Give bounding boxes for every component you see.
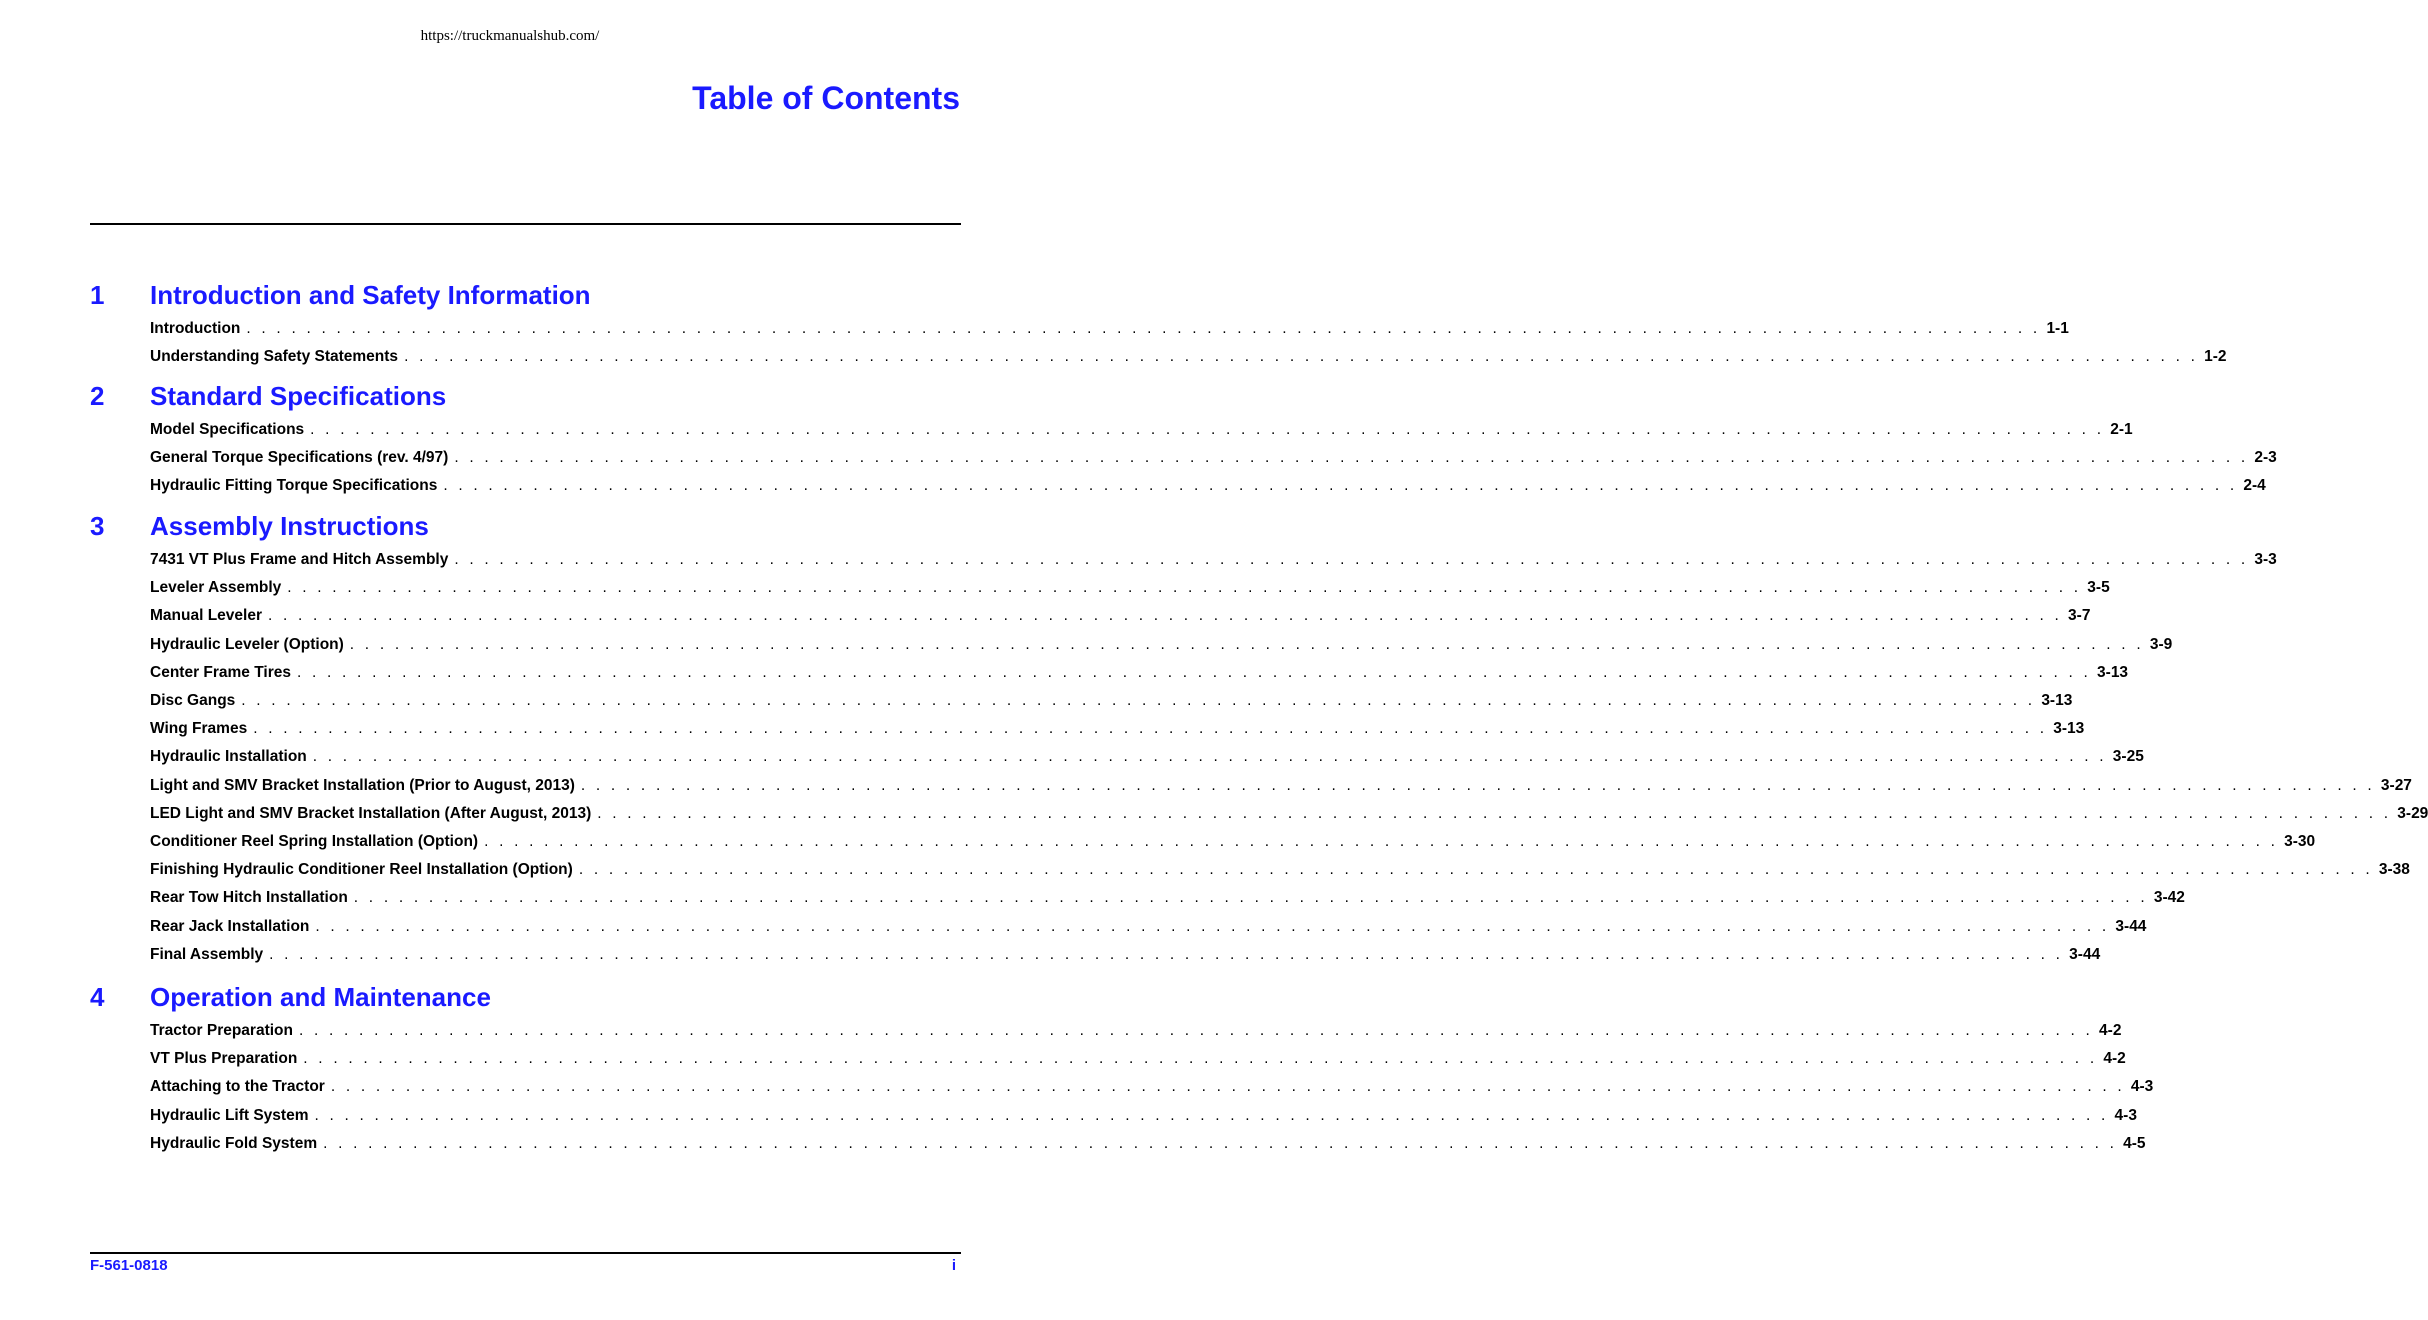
footer-divider — [90, 1252, 961, 1254]
toc-entry-label: Disc Gangs — [150, 692, 236, 709]
toc-entry[interactable] — [150, 635, 2173, 658]
dot-leader: . . . . . . . . . . . . . . . . . . . . . . . . . . . . . . . . . . . . . . . . . . . . . . . . . . . . . . . . . . . . . . . . . . . . . . . . . . . . . . . . . . . . . . . . . . . . . . . . . . . . . . . . . . . . . . . . . . . . . . . . — [349, 635, 2144, 653]
toc-entry[interactable] — [150, 1134, 2146, 1157]
toc-entry-page: 3-5 — [2087, 579, 2110, 597]
toc-entry[interactable] — [150, 421, 2133, 443]
toc-entry[interactable] — [150, 917, 2147, 940]
toc-entry-page: 4-2 — [2103, 1050, 2126, 1068]
dot-leader: . . . . . . . . . . . . . . . . . . . . . . . . . . . . . . . . . . . . . . . . . . . . . . . . . . . . . . . . . . . . . . . . . . . . . . . . . . . . . . . . . . . . . . . . . . . . . . . . . . . . . . . . . . . . . . . . . . . . . . . . — [315, 917, 2110, 935]
dot-leader: . . . . . . . . . . . . . . . . . . . . . . . . . . . . . . . . . . . . . . . . . . . . . . . . . . . . . . . . . . . . . . . . . . . . . . . . . . . . . . . . . . . . . . . . . . . . . . . . . . . . . . . . . . . . . . . . . . . . . . . . — [314, 1106, 2109, 1124]
dot-leader: . . . . . . . . . . . . . . . . . . . . . . . . . . . . . . . . . . . . . . . . . . . . . . . . . . . . . . . . . . . . . . . . . . . . . . . . . . . . . . . . . . . . . . . . . . . . . . . . . . . . . . . . . . . . . . . . . . . . . . . . — [287, 579, 2082, 597]
section-heading[interactable] — [0, 280, 1020, 314]
toc-entry-page: 3-13 — [2041, 692, 2073, 709]
toc-entry-label: Final Assembly — [150, 945, 264, 963]
section-heading[interactable] — [0, 982, 1020, 1016]
dot-leader: . . . . . . . . . . . . . . . . . . . . . . . . . . . . . . . . . . . . . . . . . . . . . . . . . . . . . . . . . . . . . . . . . . . . . . . . . . . . . . . . . . . . . . . . . . . . . . . . . . . . . . . . . . . . . . . . . . . . . . . . — [297, 663, 2092, 681]
dot-leader: . . . . . . . . . . . . . . . . . . . . . . . . . . . . . . . . . . . . . . . . . . . . . . . . . . . . . . . . . . . . . . . . . . . . . . . . . . . . . . . . . . . . . . . . . . . . . . . . . . . . . . . . . . . . . . . . . . . . . . . . — [253, 720, 2048, 738]
toc-entry[interactable] — [150, 692, 2073, 714]
toc-entry-label: Hydraulic Fitting Torque Specifications — [150, 477, 438, 495]
toc-entry-page: 3-13 — [2097, 663, 2129, 681]
toc-entry-page: 3-44 — [2115, 917, 2147, 935]
section-number: 2 — [90, 381, 105, 411]
toc-entry-page: 3-27 — [2380, 776, 2412, 794]
toc-entry-label: Tractor Preparation — [150, 1022, 293, 1039]
toc-entry-page: 3-44 — [2069, 945, 2101, 963]
toc-entry[interactable] — [150, 1022, 2122, 1044]
dot-leader: . . . . . . . . . . . . . . . . . . . . . . . . . . . . . . . . . . . . . . . . . . . . . . . . . . . . . . . . . . . . . . . . . . . . . . . . . . . . . . . . . . . . . . . . . . . . . . . . . . . . . . . . . . . . . . . . . . . . . . . . — [323, 1134, 2118, 1152]
source-url[interactable]: https://truckmanualshub.com/ — [420, 28, 600, 44]
section-number: 1 — [90, 280, 105, 310]
dot-leader: . . . . . . . . . . . . . . . . . . . . . . . . . . . . . . . . . . . . . . . . . . . . . . . . . . . . . . . . . . . . . . . . . . . . . . . . . . . . . . . . . . . . . . . . . . . . . . . . . . . . . . . . . . . . . . . . . . . . . . . . — [353, 889, 2148, 907]
dot-leader: . . . . . . . . . . . . . . . . . . . . . . . . . . . . . . . . . . . . . . . . . . . . . . . . . . . . . . . . . . . . . . . . . . . . . . . . . . . . . . . . . . . . . . . . . . . . . . . . . . . . . . . . . . . . . . . . . . . . . . . . — [580, 776, 2375, 794]
toc-entry-page: 2-1 — [2110, 421, 2133, 438]
toc-entry-page: 3-25 — [2112, 748, 2144, 766]
toc-entry[interactable] — [150, 607, 2091, 629]
toc-entry[interactable] — [150, 804, 2428, 827]
toc-entry[interactable] — [150, 663, 2129, 686]
section-title: Operation and Maintenance — [150, 982, 491, 1012]
toc-entry-page: 2-3 — [2254, 449, 2277, 467]
toc-entry-label: Conditioner Reel Spring Installation (Option) — [150, 833, 479, 850]
dot-leader: . . . . . . . . . . . . . . . . . . . . . . . . . . . . . . . . . . . . . . . . . . . . . . . . . . . . . . . . . . . . . . . . . . . . . . . . . . . . . . . . . . . . . . . . . . . . . . . . . . . . . . . . . . . . . . . . . . . . . . . . — [404, 348, 2199, 366]
footer-doc-number: F-561-0818 — [90, 1257, 168, 1274]
toc-entry-page: 1-1 — [2046, 320, 2069, 337]
toc-entry-label: Hydraulic Installation — [150, 748, 307, 766]
toc-entry-page: 3-29 — [2397, 804, 2428, 822]
section-heading[interactable] — [0, 511, 1020, 545]
toc-entry-label: Understanding Safety Statements — [150, 348, 399, 366]
dot-leader: . . . . . . . . . . . . . . . . . . . . . . . . . . . . . . . . . . . . . . . . . . . . . . . . . . . . . . . . . . . . . . . . . . . . . . . . . . . . . . . . . . . . . . . . . . . . . . . . . . . . . . . . . . . . . . . . . . . . . . . . — [330, 1078, 2125, 1096]
dot-leader: . . . . . . . . . . . . . . . . . . . . . . . . . . . . . . . . . . . . . . . . . . . . . . . . . . . . . . . . . . . . . . . . . . . . . . . . . . . . . . . . . . . . . . . . . . . . . . . . . . . . . . . . . . . . . . . . . . . . . . . . — [597, 804, 2392, 822]
section-heading[interactable] — [0, 381, 1020, 415]
dot-leader: . . . . . . . . . . . . . . . . . . . . . . . . . . . . . . . . . . . . . . . . . . . . . . . . . . . . . . . . . . . . . . . . . . . . . . . . . . . . . . . . . . . . . . . . . . . . . . . . . . . . . . . . . . . . . . . . . . . . . . . . — [578, 861, 2373, 879]
toc-entry-page: 2-4 — [2243, 477, 2266, 495]
toc-entry-page: 4-5 — [2123, 1134, 2146, 1152]
toc-entry-label: Light and SMV Bracket Installation (Prior to August, 2013) — [150, 776, 575, 794]
toc-entry-page: 3-13 — [2053, 720, 2085, 738]
section-number: 3 — [90, 511, 105, 541]
toc-entry[interactable] — [150, 833, 2316, 855]
toc-entry[interactable] — [150, 1078, 2154, 1100]
toc-entry-label: Hydraulic Fold System — [150, 1134, 318, 1152]
toc-entry-label: Manual Leveler — [150, 607, 262, 625]
dot-leader: . . . . . . . . . . . . . . . . . . . . . . . . . . . . . . . . . . . . . . . . . . . . . . . . . . . . . . . . . . . . . . . . . . . . . . . . . . . . . . . . . . . . . . . . . . . . . . . . . . . . . . . . . . . . . . . . . . . . . . . . — [443, 477, 2238, 495]
toc-entry-page: 3-42 — [2153, 889, 2185, 907]
dot-leader: . . . . . . . . . . . . . . . . . . . . . . . . . . . . . . . . . . . . . . . . . . . . . . . . . . . . . . . . . . . . . . . . . . . . . . . . . . . . . . . . . . . . . . . . . . . . . . . . . . . . . . . . . . . . . . . . . . . . . . . . — [454, 449, 2249, 467]
toc-entry-page: 4-3 — [2114, 1106, 2137, 1124]
dot-leader: . . . . . . . . . . . . . . . . . . . . . . . . . . . . . . . . . . . . . . . . . . . . . . . . . . . . . . . . . . . . . . . . . . . . . . . . . . . . . . . . . . . . . . . . . . . . . . . . . . . . . . . . . . . . . . . . . . . . . . . . — [269, 945, 2064, 963]
header-divider — [90, 223, 961, 225]
toc-entry[interactable] — [150, 776, 2412, 799]
toc-entry[interactable] — [150, 1050, 2126, 1072]
dot-leader: . . . . . . . . . . . . . . . . . . . . . . . . . . . . . . . . . . . . . . . . . . . . . . . . . . . . . . . . . . . . . . . . . . . . . . . . . . . . . . . . . . . . . . . . . . . . . . . . . . . . . . . . . . . . . . . . . . . . . . . . — [312, 748, 2107, 766]
toc-entry-page: 3-38 — [2378, 861, 2410, 879]
toc-entry[interactable] — [150, 720, 2085, 742]
toc-entry-label: Leveler Assembly — [150, 579, 282, 597]
dot-leader: . . . . . . . . . . . . . . . . . . . . . . . . . . . . . . . . . . . . . . . . . . . . . . . . . . . . . . . . . . . . . . . . . . . . . . . . . . . . . . . . . . . . . . . . . . . . . . . . . . . . . . . . . . . . . . . . . . . . . . . . — [303, 1050, 2098, 1068]
dot-leader: . . . . . . . . . . . . . . . . . . . . . . . . . . . . . . . . . . . . . . . . . . . . . . . . . . . . . . . . . . . . . . . . . . . . . . . . . . . . . . . . . . . . . . . . . . . . . . . . . . . . . . . . . . . . . . . . . . . . . . . . — [310, 421, 2105, 438]
toc-entry-label: Hydraulic Lift System — [150, 1106, 309, 1124]
toc-entry-page: 1-2 — [2204, 348, 2227, 366]
toc-entry-label: LED Light and SMV Bracket Installation (After August, 2013) — [150, 804, 592, 822]
dot-leader: . . . . . . . . . . . . . . . . . . . . . . . . . . . . . . . . . . . . . . . . . . . . . . . . . . . . . . . . . . . . . . . . . . . . . . . . . . . . . . . . . . . . . . . . . . . . . . . . . . . . . . . . . . . . . . . . . . . . . . . . — [484, 833, 2279, 850]
section-title: Introduction and Safety Information — [150, 280, 591, 310]
section-number: 4 — [90, 982, 105, 1012]
toc-entry-label: Rear Tow Hitch Installation — [150, 889, 348, 907]
toc-entry-label: General Torque Specifications (rev. 4/97) — [150, 449, 449, 467]
toc-entry-label: Wing Frames — [150, 720, 248, 738]
toc-entry[interactable] — [150, 1106, 2137, 1129]
toc-entry-label: VT Plus Preparation — [150, 1050, 298, 1068]
dot-leader: . . . . . . . . . . . . . . . . . . . . . . . . . . . . . . . . . . . . . . . . . . . . . . . . . . . . . . . . . . . . . . . . . . . . . . . . . . . . . . . . . . . . . . . . . . . . . . . . . . . . . . . . . . . . . . . . . . . . . . . . — [268, 607, 2063, 625]
toc-entry[interactable] — [150, 889, 2185, 911]
toc-entry-label: Model Specifications — [150, 421, 305, 438]
toc-entry[interactable] — [150, 748, 2144, 770]
page-title: Table of Contents — [692, 80, 960, 116]
toc-entry-page: 3-7 — [2068, 607, 2091, 625]
toc-entry-label: Hydraulic Leveler (Option) — [150, 635, 344, 653]
dot-leader: . . . . . . . . . . . . . . . . . . . . . . . . . . . . . . . . . . . . . . . . . . . . . . . . . . . . . . . . . . . . . . . . . . . . . . . . . . . . . . . . . . . . . . . . . . . . . . . . . . . . . . . . . . . . . . . . . . . . . . . . — [241, 692, 2036, 709]
toc-entry-page: 3-3 — [2254, 551, 2277, 568]
toc-entry-label: 7431 VT Plus Frame and Hitch Assembly — [150, 551, 449, 568]
toc-entry-label: Attaching to the Tractor — [150, 1078, 325, 1096]
dot-leader: . . . . . . . . . . . . . . . . . . . . . . . . . . . . . . . . . . . . . . . . . . . . . . . . . . . . . . . . . . . . . . . . . . . . . . . . . . . . . . . . . . . . . . . . . . . . . . . . . . . . . . . . . . . . . . . . . . . . . . . . — [299, 1022, 2094, 1039]
toc-entry-label: Introduction — [150, 320, 241, 337]
toc-entry[interactable] — [150, 551, 2277, 573]
toc-entry[interactable] — [150, 579, 2110, 601]
toc-entry[interactable] — [150, 449, 2277, 471]
toc-entry-page: 3-30 — [2284, 833, 2316, 850]
toc-entry[interactable] — [150, 477, 2266, 499]
toc-entry-page: 4-3 — [2130, 1078, 2154, 1096]
dot-leader: . . . . . . . . . . . . . . . . . . . . . . . . . . . . . . . . . . . . . . . . . . . . . . . . . . . . . . . . . . . . . . . . . . . . . . . . . . . . . . . . . . . . . . . . . . . . . . . . . . . . . . . . . . . . . . . . . . . . . . . . — [454, 551, 2249, 568]
toc-entry[interactable] — [150, 861, 2410, 883]
toc-entry-label: Rear Jack Installation — [150, 917, 310, 935]
footer-page-number: i — [951, 1257, 956, 1274]
section-title: Standard Specifications — [150, 381, 447, 411]
toc-entry-page: 4-2 — [2099, 1022, 2122, 1039]
dot-leader: . . . . . . . . . . . . . . . . . . . . . . . . . . . . . . . . . . . . . . . . . . . . . . . . . . . . . . . . . . . . . . . . . . . . . . . . . . . . . . . . . . . . . . . . . . . . . . . . . . . . . . . . . . . . . . . . . . . . . . . . — [246, 320, 2041, 337]
toc-entry-label: Finishing Hydraulic Conditioner Reel Installation (Option) — [150, 861, 573, 879]
toc-entry[interactable] — [150, 348, 2227, 370]
toc-entry[interactable] — [150, 320, 2069, 342]
section-title: Assembly Instructions — [150, 511, 429, 541]
toc-entry-label: Center Frame Tires — [150, 663, 291, 681]
toc-entry[interactable] — [150, 945, 2101, 968]
toc-entry-page: 3-9 — [2149, 635, 2173, 653]
